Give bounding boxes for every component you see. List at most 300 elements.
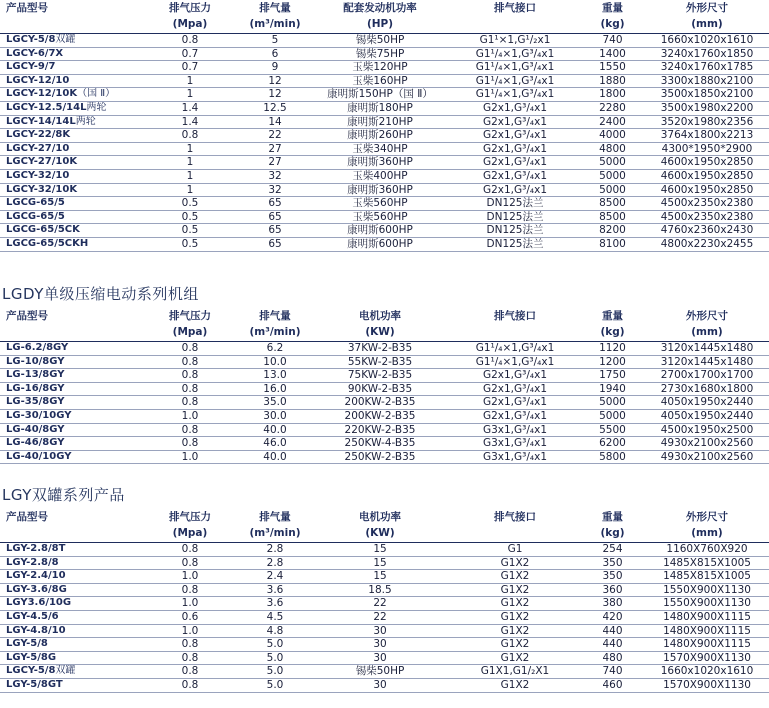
table-row: [0, 437, 769, 451]
cell-pressure: 0.8: [140, 583, 240, 597]
cell-flow: 46.0: [240, 437, 310, 451]
cell-pressure: 0.8: [140, 651, 240, 665]
cell-outlet: G2x1,G³/₄x1: [450, 369, 580, 383]
cell-model: [0, 342, 140, 356]
cell-flow: 12: [240, 88, 310, 102]
header-pressure: 排气压力: [169, 511, 211, 523]
cell-outlet: G1¹/₄×1,G³/₄x1: [450, 61, 580, 75]
model-code: LGCY-9/7: [6, 61, 56, 73]
header-weight: 重量: [602, 310, 623, 322]
cell-pressure: 0.8: [140, 382, 240, 396]
header-power-unit: (KW): [310, 524, 450, 543]
cell-engine: 康明斯180HP: [310, 101, 450, 115]
header-dims-unit: (mm): [645, 524, 769, 543]
cell-weight: 420: [580, 610, 645, 624]
model-code: LG-30/10GY: [6, 409, 72, 421]
header-engine: 配套发动机功率: [343, 2, 417, 14]
cell-pressure: 0.7: [140, 61, 240, 75]
model-code: LGY3.6/10G: [6, 597, 72, 609]
cell-pressure: 0.8: [140, 437, 240, 451]
cell-outlet: G1¹×1,G¹/₂x1: [450, 34, 580, 48]
cell-dims: 4050x1950x2440: [645, 396, 769, 410]
cell-engine: 康明斯360HP: [310, 183, 450, 197]
header-model-unit: [0, 323, 140, 342]
cell-pressure: 0.5: [140, 197, 240, 211]
cell-flow: 2.4: [240, 570, 310, 584]
cell-outlet: G1¹/₄×1,G³/₄x1: [450, 47, 580, 61]
electric-series-table: [0, 310, 769, 464]
cell-dims: 3500x1980x2200: [645, 101, 769, 115]
cell-dims: 4500x2350x2380: [645, 197, 769, 211]
model-code: LG-16/8GY: [6, 382, 65, 394]
cell-engine: 康明斯360HP: [310, 156, 450, 170]
cell-outlet: G2x1,G³/₄x1: [450, 156, 580, 170]
cell-pressure: 0.5: [140, 237, 240, 251]
model-code: LGCY-6/7X: [6, 47, 64, 59]
cell-weight: 1800: [580, 88, 645, 102]
cell-pressure: 1: [140, 74, 240, 88]
cell-flow: 27: [240, 142, 310, 156]
cell-model: [0, 437, 140, 451]
model-code: LGCG-65/5CKH: [6, 237, 89, 249]
cell-engine: 玉柴560HP: [310, 210, 450, 224]
model-code: LGCY-12/10K: [6, 88, 78, 100]
table-row: [0, 101, 769, 115]
cell-pressure: 0.7: [140, 47, 240, 61]
cell-dims: 4300*1950*2900: [645, 142, 769, 156]
cell-outlet: G2x1,G³/₄x1: [450, 101, 580, 115]
cell-dims: 4500x2350x2380: [645, 210, 769, 224]
cell-model: [0, 450, 140, 464]
cell-model: [0, 61, 140, 75]
cell-model: [0, 556, 140, 570]
cell-dims: 3500x1850x2100: [645, 88, 769, 102]
cell-flow: 5.0: [240, 638, 310, 652]
cell-weight: 350: [580, 556, 645, 570]
cell-flow: 3.6: [240, 583, 310, 597]
table-row: [0, 382, 769, 396]
cell-weight: 1880: [580, 74, 645, 88]
cell-flow: 4.5: [240, 610, 310, 624]
table-row: [0, 638, 769, 652]
table-row: [0, 47, 769, 61]
cell-model: [0, 197, 140, 211]
cell-dims: 1480X900X1115: [645, 624, 769, 638]
cell-power: 锡柴50HP: [310, 665, 450, 679]
header-dims-unit: (mm): [645, 323, 769, 342]
cell-power: 90KW-2-B35: [310, 382, 450, 396]
cell-engine: 康明斯260HP: [310, 129, 450, 143]
table-row: [0, 197, 769, 211]
cell-model: [0, 624, 140, 638]
header-flow-unit: (m³/min): [240, 323, 310, 342]
table-row: [0, 156, 769, 170]
table-row: [0, 183, 769, 197]
cell-dims: 1660x1020x1610: [645, 665, 769, 679]
header-pressure-unit: (Mpa): [140, 524, 240, 543]
table-row: [0, 169, 769, 183]
model-code: LGY-2.8/8: [6, 556, 59, 568]
cell-engine: 锡柴50HP: [310, 34, 450, 48]
cell-model: [0, 74, 140, 88]
cell-flow: 32: [240, 183, 310, 197]
header-outlet-unit: [450, 524, 580, 543]
cell-weight: 5000: [580, 409, 645, 423]
cell-outlet: G1X1,G1/₂X1: [450, 665, 580, 679]
cell-weight: 254: [580, 543, 645, 557]
table-row: [0, 543, 769, 557]
model-code: LGY-4.8/10: [6, 624, 66, 636]
cell-weight: 360: [580, 583, 645, 597]
model-code: LGY-5/8: [6, 638, 48, 650]
cell-pressure: 1: [140, 169, 240, 183]
cell-engine: 玉柴340HP: [310, 142, 450, 156]
header-model-unit: [0, 524, 140, 543]
table-row: [0, 597, 769, 611]
cell-dims: 1570X900X1130: [645, 651, 769, 665]
table-row: [0, 224, 769, 238]
model-code: LG-46/8GY: [6, 437, 65, 449]
cell-model: [0, 409, 140, 423]
cell-model: [0, 678, 140, 692]
cell-pressure: 0.8: [140, 678, 240, 692]
table-row: [0, 651, 769, 665]
model-note: （国 Ⅱ）: [77, 88, 116, 100]
cell-dims: 3240x1760x1850: [645, 47, 769, 61]
cell-pressure: 1: [140, 142, 240, 156]
cell-power: 30: [310, 638, 450, 652]
cell-flow: 35.0: [240, 396, 310, 410]
table-row: [0, 88, 769, 102]
cell-dims: 4600x1950x2850: [645, 156, 769, 170]
header-dims-unit: (mm): [645, 15, 769, 34]
cell-flow: 65: [240, 197, 310, 211]
cell-dims: 4500x1950x2500: [645, 423, 769, 437]
table-row: [0, 396, 769, 410]
cell-model: [0, 156, 140, 170]
cell-dims: 3240x1760x1785: [645, 61, 769, 75]
cell-weight: 5000: [580, 169, 645, 183]
header-weight-unit: (kg): [580, 15, 645, 34]
header-flow-unit: (m³/min): [240, 15, 310, 34]
cell-weight: 740: [580, 665, 645, 679]
table-row: [0, 369, 769, 383]
model-note: 两轮: [86, 101, 107, 113]
table-row: [0, 610, 769, 624]
model-note: 两轮: [75, 115, 96, 127]
cell-outlet: G1¹/₄×1,G³/₄x1: [450, 88, 580, 102]
cell-weight: 1400: [580, 47, 645, 61]
cell-weight: 1120: [580, 342, 645, 356]
cell-pressure: 0.8: [140, 543, 240, 557]
cell-weight: 8500: [580, 210, 645, 224]
cell-outlet: G3x1,G³/₄x1: [450, 423, 580, 437]
cell-outlet: G2x1,G³/₄x1: [450, 169, 580, 183]
cell-model: [0, 543, 140, 557]
table-row: [0, 210, 769, 224]
header-outlet: 排气接口: [494, 2, 536, 14]
cell-model: [0, 88, 140, 102]
header-dims: 外形尺寸: [686, 310, 728, 322]
header-outlet-unit: [450, 15, 580, 34]
cell-flow: 65: [240, 237, 310, 251]
twin-tank-series-section: [0, 511, 769, 707]
cell-pressure: 1.0: [140, 624, 240, 638]
cell-dims: 4050x1950x2440: [645, 409, 769, 423]
cell-model: [0, 355, 140, 369]
cell-flow: 27: [240, 156, 310, 170]
table-row: [0, 129, 769, 143]
model-code: LG-6.2/8GY: [6, 342, 69, 353]
table-row: [0, 342, 769, 356]
cell-power: 75KW-2-B35: [310, 369, 450, 383]
electric-series-section: [0, 310, 769, 480]
cell-pressure: 0.8: [140, 355, 240, 369]
cell-flow: 32: [240, 169, 310, 183]
twin-tank-series-title: LGY双罐系列产品: [2, 486, 125, 504]
model-code: LGY-2.4/10: [6, 570, 66, 582]
cell-flow: 22: [240, 129, 310, 143]
cell-dims: 1550X900X1130: [645, 583, 769, 597]
cell-weight: 5500: [580, 423, 645, 437]
header-flow: 排气量: [259, 2, 291, 14]
cell-dims: 1485X815X1005: [645, 570, 769, 584]
cell-flow: 2.8: [240, 543, 310, 557]
model-code: LGY-5/8G: [6, 651, 57, 663]
header-weight: 重量: [602, 511, 623, 523]
header-model: 产品型号: [6, 2, 48, 14]
model-code: LGY-4.5/6: [6, 610, 59, 622]
header-weight: 重量: [602, 2, 623, 14]
cell-outlet: G1X2: [450, 638, 580, 652]
cell-outlet: G1¹/₄×1,G³/₄x1: [450, 342, 580, 356]
cell-model: [0, 210, 140, 224]
header-model-unit: [0, 15, 140, 34]
table-row: [0, 423, 769, 437]
cell-model: [0, 369, 140, 383]
cell-weight: 2400: [580, 115, 645, 129]
cell-dims: 1160X760X920: [645, 543, 769, 557]
model-code: LGY-3.6/8G: [6, 583, 67, 595]
cell-pressure: 1: [140, 183, 240, 197]
model-code: LGCY-32/10: [6, 169, 70, 181]
header-dims: 外形尺寸: [686, 2, 728, 14]
cell-flow: 14: [240, 115, 310, 129]
cell-pressure: 1.4: [140, 115, 240, 129]
model-code: LGCY-22/8K: [6, 129, 71, 141]
cell-model: [0, 129, 140, 143]
model-note: 双罐: [55, 34, 76, 45]
cell-power: 200KW-2-B35: [310, 409, 450, 423]
cell-pressure: 0.8: [140, 556, 240, 570]
cell-flow: 40.0: [240, 450, 310, 464]
cell-weight: 740: [580, 34, 645, 48]
cell-pressure: 1.0: [140, 597, 240, 611]
cell-outlet: G1X2: [450, 610, 580, 624]
header-model: 产品型号: [6, 511, 48, 523]
cell-outlet: G1: [450, 543, 580, 557]
electric-series-title: LGDY单级压缩电动系列机组: [2, 285, 199, 303]
cell-outlet: G1X2: [450, 678, 580, 692]
cell-pressure: 0.8: [140, 342, 240, 356]
cell-dims: 1480X900X1115: [645, 638, 769, 652]
cell-pressure: 1.0: [140, 409, 240, 423]
table-row: [0, 61, 769, 75]
cell-power: 22: [310, 597, 450, 611]
cell-weight: 8100: [580, 237, 645, 251]
cell-weight: 1750: [580, 369, 645, 383]
table-row: [0, 624, 769, 638]
cell-dims: 4600x1950x2850: [645, 169, 769, 183]
cell-engine: 康明斯600HP: [310, 237, 450, 251]
header-outlet: 排气接口: [494, 511, 536, 523]
header-outlet-unit: [450, 323, 580, 342]
cell-weight: 380: [580, 597, 645, 611]
cell-model: [0, 224, 140, 238]
cell-flow: 6.2: [240, 342, 310, 356]
cell-weight: 6200: [580, 437, 645, 451]
cell-pressure: 0.8: [140, 396, 240, 410]
table-row: [0, 34, 769, 48]
cell-weight: 1940: [580, 382, 645, 396]
cell-dims: 1485X815X1005: [645, 556, 769, 570]
diesel-series-section: [0, 0, 769, 278]
cell-power: 37KW-2-B35: [310, 342, 450, 356]
cell-power: 220KW-2-B35: [310, 423, 450, 437]
cell-pressure: 0.6: [140, 610, 240, 624]
cell-outlet: G2x1,G³/₄x1: [450, 129, 580, 143]
model-code: LGCY-32/10K: [6, 183, 78, 195]
cell-outlet: DN125法兰: [450, 197, 580, 211]
cell-outlet: G2x1,G³/₄x1: [450, 142, 580, 156]
cell-weight: 440: [580, 638, 645, 652]
cell-model: [0, 423, 140, 437]
cell-outlet: G1X2: [450, 570, 580, 584]
cell-outlet: G2x1,G³/₄x1: [450, 382, 580, 396]
cell-weight: 460: [580, 678, 645, 692]
cell-flow: 13.0: [240, 369, 310, 383]
cell-model: [0, 183, 140, 197]
cell-model: [0, 101, 140, 115]
cell-outlet: G3x1,G³/₄x1: [450, 450, 580, 464]
cell-model: [0, 597, 140, 611]
model-code: LGCY-14/14L: [6, 115, 76, 127]
cell-engine: 康明斯600HP: [310, 224, 450, 238]
cell-pressure: 0.5: [140, 210, 240, 224]
cell-pressure: 0.8: [140, 129, 240, 143]
header-flow: 排气量: [259, 511, 291, 523]
cell-weight: 2280: [580, 101, 645, 115]
table-row: [0, 665, 769, 679]
cell-flow: 40.0: [240, 423, 310, 437]
cell-flow: 16.0: [240, 382, 310, 396]
cell-pressure: 1: [140, 156, 240, 170]
cell-outlet: G1¹/₄×1,G³/₄x1: [450, 355, 580, 369]
table-row: [0, 409, 769, 423]
model-code: LGCY-27/10: [6, 142, 70, 154]
cell-weight: 5000: [580, 396, 645, 410]
cell-flow: 3.6: [240, 597, 310, 611]
model-code: LG-10/8GY: [6, 355, 65, 367]
cell-dims: 3120x1445x1480: [645, 342, 769, 356]
cell-weight: 1200: [580, 355, 645, 369]
cell-power: 250KW-4-B35: [310, 437, 450, 451]
cell-flow: 12: [240, 74, 310, 88]
cell-engine: 玉柴560HP: [310, 197, 450, 211]
header-power-unit: (KW): [310, 323, 450, 342]
model-code: LGCY-12/10: [6, 74, 70, 86]
header-pressure: 排气压力: [169, 310, 211, 322]
cell-power: 30: [310, 624, 450, 638]
cell-pressure: 1.4: [140, 101, 240, 115]
cell-flow: 4.8: [240, 624, 310, 638]
header-dims: 外形尺寸: [686, 511, 728, 523]
cell-flow: 30.0: [240, 409, 310, 423]
cell-weight: 350: [580, 570, 645, 584]
header-flow-unit: (m³/min): [240, 524, 310, 543]
cell-weight: 5000: [580, 156, 645, 170]
table-row: [0, 115, 769, 129]
cell-outlet: G1¹/₄×1,G³/₄x1: [450, 74, 580, 88]
cell-dims: 4930x2100x2560: [645, 450, 769, 464]
cell-engine: 玉柴400HP: [310, 169, 450, 183]
cell-model: [0, 638, 140, 652]
cell-outlet: G1X2: [450, 583, 580, 597]
cell-weight: 5800: [580, 450, 645, 464]
table-row: [0, 570, 769, 584]
cell-power: 15: [310, 570, 450, 584]
cell-pressure: 0.8: [140, 423, 240, 437]
model-code: LG-40/8GY: [6, 423, 65, 435]
cell-dims: 3300x1880x2100: [645, 74, 769, 88]
cell-dims: 1480X900X1115: [645, 610, 769, 624]
cell-model: [0, 396, 140, 410]
cell-dims: 4600x1950x2850: [645, 183, 769, 197]
cell-outlet: G1X2: [450, 597, 580, 611]
cell-weight: 8200: [580, 224, 645, 238]
cell-engine: 锡柴75HP: [310, 47, 450, 61]
cell-power: 30: [310, 651, 450, 665]
cell-flow: 6: [240, 47, 310, 61]
cell-flow: 2.8: [240, 556, 310, 570]
cell-outlet: G1X2: [450, 624, 580, 638]
cell-weight: 5000: [580, 183, 645, 197]
cell-dims: 3764x1800x2213: [645, 129, 769, 143]
cell-outlet: G2x1,G³/₄x1: [450, 115, 580, 129]
diesel-series-table: [0, 2, 769, 252]
cell-flow: 10.0: [240, 355, 310, 369]
cell-dims: 1550X900X1130: [645, 597, 769, 611]
cell-engine: 康明斯150HP（国 Ⅱ）: [310, 88, 450, 102]
model-code: LGCY-27/10K: [6, 156, 78, 168]
cell-flow: 5: [240, 34, 310, 48]
header-pressure: 排气压力: [169, 2, 211, 14]
header-outlet: 排气接口: [494, 310, 536, 322]
model-code: LGCG-65/5: [6, 197, 65, 209]
cell-model: [0, 115, 140, 129]
cell-model: [0, 382, 140, 396]
cell-model: [0, 665, 140, 679]
cell-outlet: G2x1,G³/₄x1: [450, 183, 580, 197]
cell-flow: 12.5: [240, 101, 310, 115]
table-row: [0, 556, 769, 570]
cell-dims: 2700x1700x1700: [645, 369, 769, 383]
cell-power: 18.5: [310, 583, 450, 597]
cell-model: [0, 237, 140, 251]
cell-dims: 4930x2100x2560: [645, 437, 769, 451]
table-row: [0, 237, 769, 251]
model-code: LGCY-5/8: [6, 665, 56, 677]
